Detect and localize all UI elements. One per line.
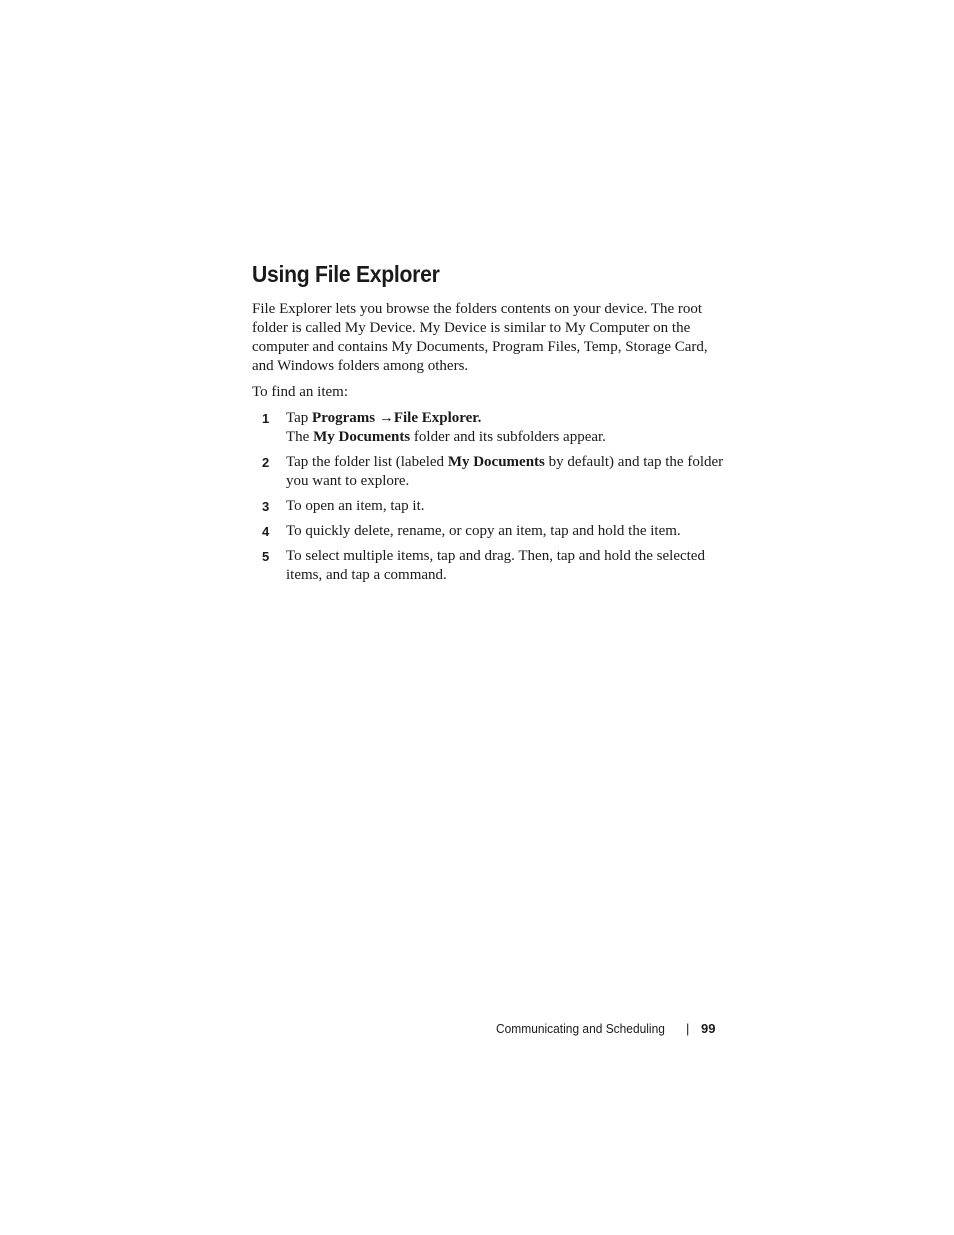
step-text: To open an item, tap it. <box>286 498 425 514</box>
step-text: To quickly delete, rename, or copy an item, tap and hold the item. <box>286 523 681 539</box>
step-number: 4 <box>262 524 270 539</box>
folder-my-documents: My Documents <box>313 429 411 445</box>
page-footer <box>496 1020 736 1038</box>
find-intro-paragraph: To find an item: <box>252 384 349 400</box>
step-number: 5 <box>262 549 270 564</box>
step-3 <box>252 497 732 516</box>
step-text: Tap <box>286 410 313 426</box>
step-number: 2 <box>262 455 270 470</box>
step-4 <box>252 522 732 541</box>
page-number: 99 <box>701 1021 716 1036</box>
footer-section-title: Communicating and Scheduling <box>496 1021 665 1036</box>
steps-list <box>252 409 732 585</box>
footer-separator: | <box>686 1021 690 1036</box>
step-text: folder and its subfolders appear. <box>410 429 606 445</box>
page-title: Using File Explorer <box>252 261 440 287</box>
step-5 <box>252 547 732 585</box>
intro-paragraph: File Explorer lets you browse the folders contents on your device. The root folder is called My Device. My Device is similar to My Computer on the computer and contains My Documents, Program Files, Temp, Storage Card, and Windows folders among others. <box>252 301 708 374</box>
step-number: 3 <box>262 499 270 514</box>
step-text: To select multiple items, tap and drag. Then, tap and hold the selected items, and tap a command. <box>286 548 705 583</box>
step-number: 1 <box>262 411 270 426</box>
folder-my-documents: My Documents <box>447 454 545 470</box>
step-2 <box>252 453 732 491</box>
step-1 <box>252 409 732 447</box>
step-text: Tap the folder list (labeled <box>286 454 448 470</box>
page-content <box>252 258 732 591</box>
step-text: by default) and tap the folder you want to explore. <box>286 454 724 489</box>
arrow-icon: → <box>378 410 394 426</box>
menu-programs: Programs <box>312 410 376 426</box>
menu-file-explorer: File Explorer. <box>393 410 482 426</box>
step-text: The <box>286 429 314 445</box>
